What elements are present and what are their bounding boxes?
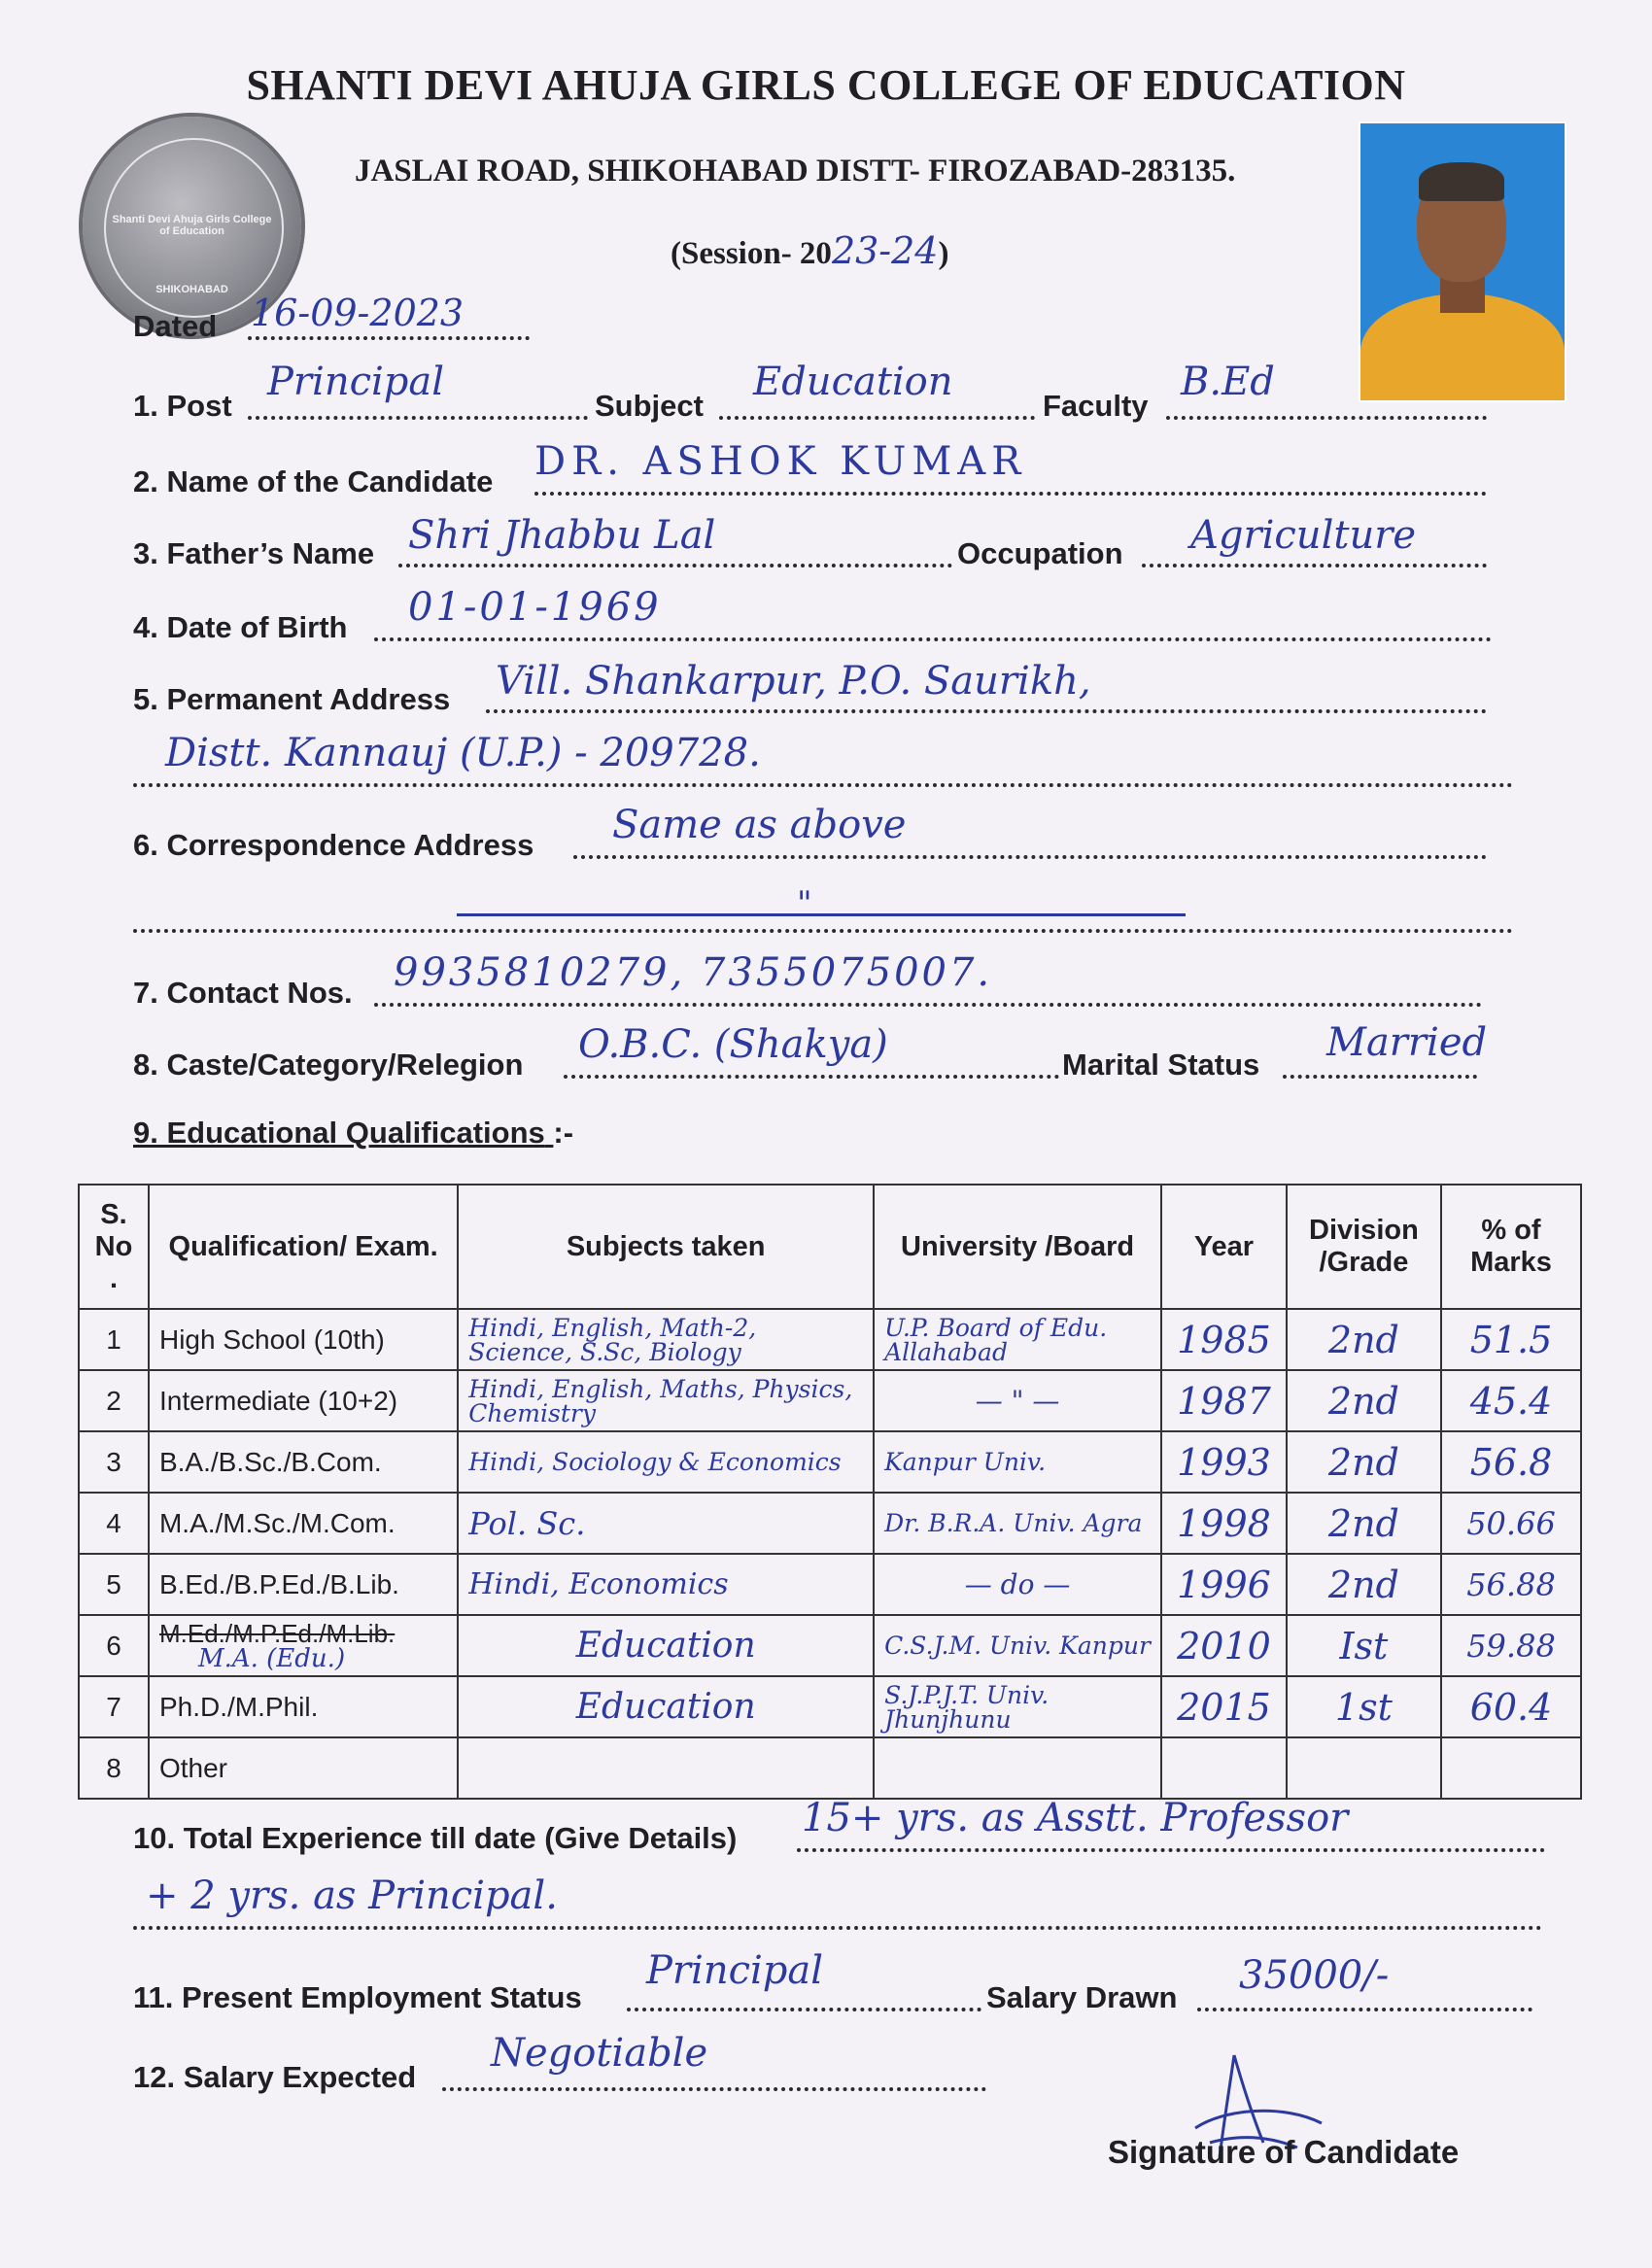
cell-sno: 2 — [79, 1370, 149, 1431]
cell-exam: B.A./B.Sc./B.Com. — [149, 1431, 458, 1493]
correspondence-ditto-mark: " — [797, 884, 812, 923]
cell-subjects: Hindi, English, Math-2, Science, S.Sc, Biology — [458, 1309, 874, 1370]
cell-subjects — [458, 1737, 874, 1799]
qualifications-heading-suffix: :- — [553, 1116, 574, 1150]
father-name-label: 3. Father’s Name — [133, 536, 375, 570]
salary-drawn-label: Salary Drawn — [986, 1980, 1178, 2014]
cell-marks: 56.88 — [1441, 1554, 1581, 1615]
col-header-division: Division /Grade — [1287, 1185, 1441, 1309]
photo-hair — [1419, 162, 1504, 201]
dated-label: Dated — [133, 309, 218, 343]
permanent-address-line1: Vill. Shankarpur, P.O. Saurikh, — [496, 659, 1091, 704]
salary-expected-label: 12. Salary Expected — [133, 2060, 417, 2094]
employment-status-dots — [627, 2008, 981, 2011]
cell-subjects: Education — [458, 1615, 874, 1676]
marital-status-label: Marital Status — [1062, 1048, 1260, 1082]
permanent-address-label: 5. Permanent Address — [133, 682, 451, 716]
salary-expected-value: Negotiable — [491, 2031, 708, 2076]
father-name-value: Shri Jhabbu Lal — [408, 513, 716, 558]
permanent-address-dots-2 — [133, 783, 1513, 787]
candidate-name-dots — [534, 492, 1487, 496]
col-header-marks: % of Marks — [1441, 1185, 1581, 1309]
subject-label: Subject — [595, 389, 704, 423]
correspondence-address-label: 6. Correspondence Address — [133, 828, 534, 862]
cell-exam-printed: M.Ed./M.P.Ed./M.Lib. — [158, 1618, 396, 1648]
cell-year: 1998 — [1161, 1493, 1287, 1554]
qualifications-table — [78, 1184, 1582, 1800]
seal-bottom-text: SHIKOHABAD — [155, 284, 228, 295]
signature-label: Signature of Candidate — [1108, 2134, 1460, 2170]
experience-line1: 15+ yrs. as Asstt. Professor — [802, 1796, 1349, 1840]
cell-exam: High School (10th) — [149, 1309, 458, 1370]
cell-board: — " — — [874, 1370, 1161, 1431]
table-header-row — [79, 1185, 1581, 1309]
cell-division: 2nd — [1287, 1370, 1441, 1431]
table-row — [79, 1676, 1581, 1737]
post-label: 1. Post — [133, 389, 232, 423]
cell-subjects: Hindi, Sociology & Economics — [458, 1431, 874, 1493]
salary-drawn-value: 35000/- — [1239, 1953, 1390, 1998]
cell-exam: B.Ed./B.P.Ed./B.Lib. — [149, 1554, 458, 1615]
cell-division — [1287, 1737, 1441, 1799]
cell-year: 2010 — [1161, 1615, 1287, 1676]
faculty-label: Faculty — [1043, 389, 1149, 423]
father-name-dots — [398, 564, 952, 567]
cell-board: Kanpur Univ. — [874, 1431, 1161, 1493]
permanent-address-dots-1 — [486, 709, 1487, 713]
cell-marks: 56.8 — [1441, 1431, 1581, 1493]
session-suffix: ) — [938, 236, 949, 271]
permanent-address-line2: Distt. Kannauj (U.P.) - 209728. — [165, 731, 761, 775]
marital-status-value: Married — [1326, 1020, 1488, 1065]
salary-expected-dots — [442, 2087, 986, 2091]
correspondence-address-value: Same as above — [612, 803, 907, 847]
college-address: JASLAI ROAD, SHIKOHABAD DISTT- FIROZABAD-283135. — [355, 154, 1236, 189]
cell-sno: 7 — [79, 1676, 149, 1737]
seal-text: Shanti Devi Ahuja Girls College of Education — [112, 214, 272, 237]
contact-value: 9935810279, 7355075007. — [394, 950, 993, 995]
dob-dots — [374, 637, 1492, 641]
cell-sno: 6 — [79, 1615, 149, 1676]
cell-division: 2nd — [1287, 1554, 1441, 1615]
cell-exam: Intermediate (10+2) — [149, 1370, 458, 1431]
cell-exam-handwritten-note: M.A. (Edu.) — [197, 1643, 346, 1673]
cell-subjects: Education — [458, 1676, 874, 1737]
cell-board — [874, 1737, 1161, 1799]
col-header-year: Year — [1161, 1185, 1287, 1309]
cell-marks: 59.88 — [1441, 1615, 1581, 1676]
occupation-dots — [1142, 564, 1487, 567]
subject-value: Education — [753, 360, 953, 404]
correspondence-address-dots-1 — [573, 855, 1487, 859]
salary-drawn-dots — [1197, 2008, 1532, 2011]
college-name: SHANTI DEVI AHUJA GIRLS COLLEGE OF EDUCATION — [246, 61, 1406, 109]
cell-division: 1st — [1287, 1676, 1441, 1737]
cell-exam — [149, 1615, 458, 1676]
post-dots — [248, 416, 588, 420]
cell-board: Dr. B.R.A. Univ. Agra — [874, 1493, 1161, 1554]
cell-sno: 5 — [79, 1554, 149, 1615]
candidate-name-value: DR. ASHOK KUMAR — [534, 439, 1027, 484]
cell-subjects: Pol. Sc. — [458, 1493, 874, 1554]
cell-year: 1993 — [1161, 1431, 1287, 1493]
experience-label: 10. Total Experience till date (Give Details) — [133, 1821, 738, 1855]
cell-subjects: Hindi, English, Maths, Physics, Chemistry — [458, 1370, 874, 1431]
occupation-value: Agriculture — [1190, 513, 1416, 558]
subject-dots — [719, 416, 1035, 420]
dob-value: 01-01-1969 — [408, 585, 662, 630]
table-row — [79, 1309, 1581, 1370]
experience-dots-1 — [797, 1848, 1545, 1852]
table-row — [79, 1554, 1581, 1615]
candidate-photo — [1359, 121, 1566, 402]
cell-year: 1996 — [1161, 1554, 1287, 1615]
dob-label: 4. Date of Birth — [133, 610, 348, 644]
cell-division: 2nd — [1287, 1493, 1441, 1554]
col-header-subjects: Subjects taken — [458, 1185, 874, 1309]
dated-dots — [248, 336, 530, 340]
cell-year: 2015 — [1161, 1676, 1287, 1737]
candidate-name-label: 2. Name of the Candidate — [133, 464, 494, 498]
marital-status-dots — [1283, 1075, 1477, 1079]
cell-exam: Other — [149, 1737, 458, 1799]
cell-marks: 51.5 — [1441, 1309, 1581, 1370]
table-row — [79, 1615, 1581, 1676]
cell-sno: 3 — [79, 1431, 149, 1493]
cell-board: U.P. Board of Edu. Allahabad — [874, 1309, 1161, 1370]
cell-exam: Ph.D./M.Phil. — [149, 1676, 458, 1737]
cell-board: C.S.J.M. Univ. Kanpur — [874, 1615, 1161, 1676]
col-header-qualification: Qualification/ Exam. — [149, 1185, 458, 1309]
cell-sno: 8 — [79, 1737, 149, 1799]
employment-status-label: 11. Present Employment Status — [133, 1980, 582, 2014]
ditto-line — [457, 913, 1186, 916]
qualifications-heading-text: 9. Educational Qualifications — [133, 1116, 545, 1150]
cell-year — [1161, 1737, 1287, 1799]
col-header-university: University /Board — [874, 1185, 1161, 1309]
cell-subjects: Hindi, Economics — [458, 1554, 874, 1615]
cell-board: S.J.P.J.T. Univ. Jhunjhunu — [874, 1676, 1161, 1737]
cell-board: — do — — [874, 1554, 1161, 1615]
cell-marks — [1441, 1737, 1581, 1799]
contact-label: 7. Contact Nos. — [133, 976, 353, 1010]
table-row — [79, 1431, 1581, 1493]
caste-value: O.B.C. (Shakya) — [578, 1022, 888, 1067]
cell-marks: 45.4 — [1441, 1370, 1581, 1431]
qualifications-heading — [133, 1116, 573, 1151]
contact-dots — [374, 1003, 1482, 1007]
experience-line2: + 2 yrs. as Principal. — [146, 1873, 558, 1918]
employment-status-value: Principal — [646, 1948, 824, 1993]
cell-division: Ist — [1287, 1615, 1441, 1676]
post-value: Principal — [267, 360, 445, 404]
cell-division: 2nd — [1287, 1309, 1441, 1370]
cell-division: 2nd — [1287, 1431, 1441, 1493]
cell-sno: 1 — [79, 1309, 149, 1370]
table-row — [79, 1737, 1581, 1799]
correspondence-address-dots-2 — [133, 929, 1513, 933]
cell-year: 1985 — [1161, 1309, 1287, 1370]
cell-sno: 4 — [79, 1493, 149, 1554]
cell-exam: M.A./M.Sc./M.Com. — [149, 1493, 458, 1554]
caste-label: 8. Caste/Category/Relegion — [133, 1048, 524, 1082]
dated-value: 16-09-2023 — [251, 292, 465, 334]
cell-year: 1987 — [1161, 1370, 1287, 1431]
col-header-sno: S. No . — [79, 1185, 149, 1309]
faculty-dots — [1166, 416, 1487, 420]
cell-marks: 50.66 — [1441, 1493, 1581, 1554]
faculty-value: B.Ed — [1181, 360, 1275, 404]
table-row — [79, 1370, 1581, 1431]
table-row — [79, 1493, 1581, 1554]
occupation-label: Occupation — [957, 536, 1123, 570]
caste-dots — [564, 1075, 1059, 1079]
experience-dots-2 — [133, 1926, 1542, 1930]
session-prefix: (Session- 20 — [671, 236, 832, 271]
session-year-handwritten: 23-24 — [831, 229, 939, 272]
cell-marks: 60.4 — [1441, 1676, 1581, 1737]
session-line — [671, 229, 948, 272]
